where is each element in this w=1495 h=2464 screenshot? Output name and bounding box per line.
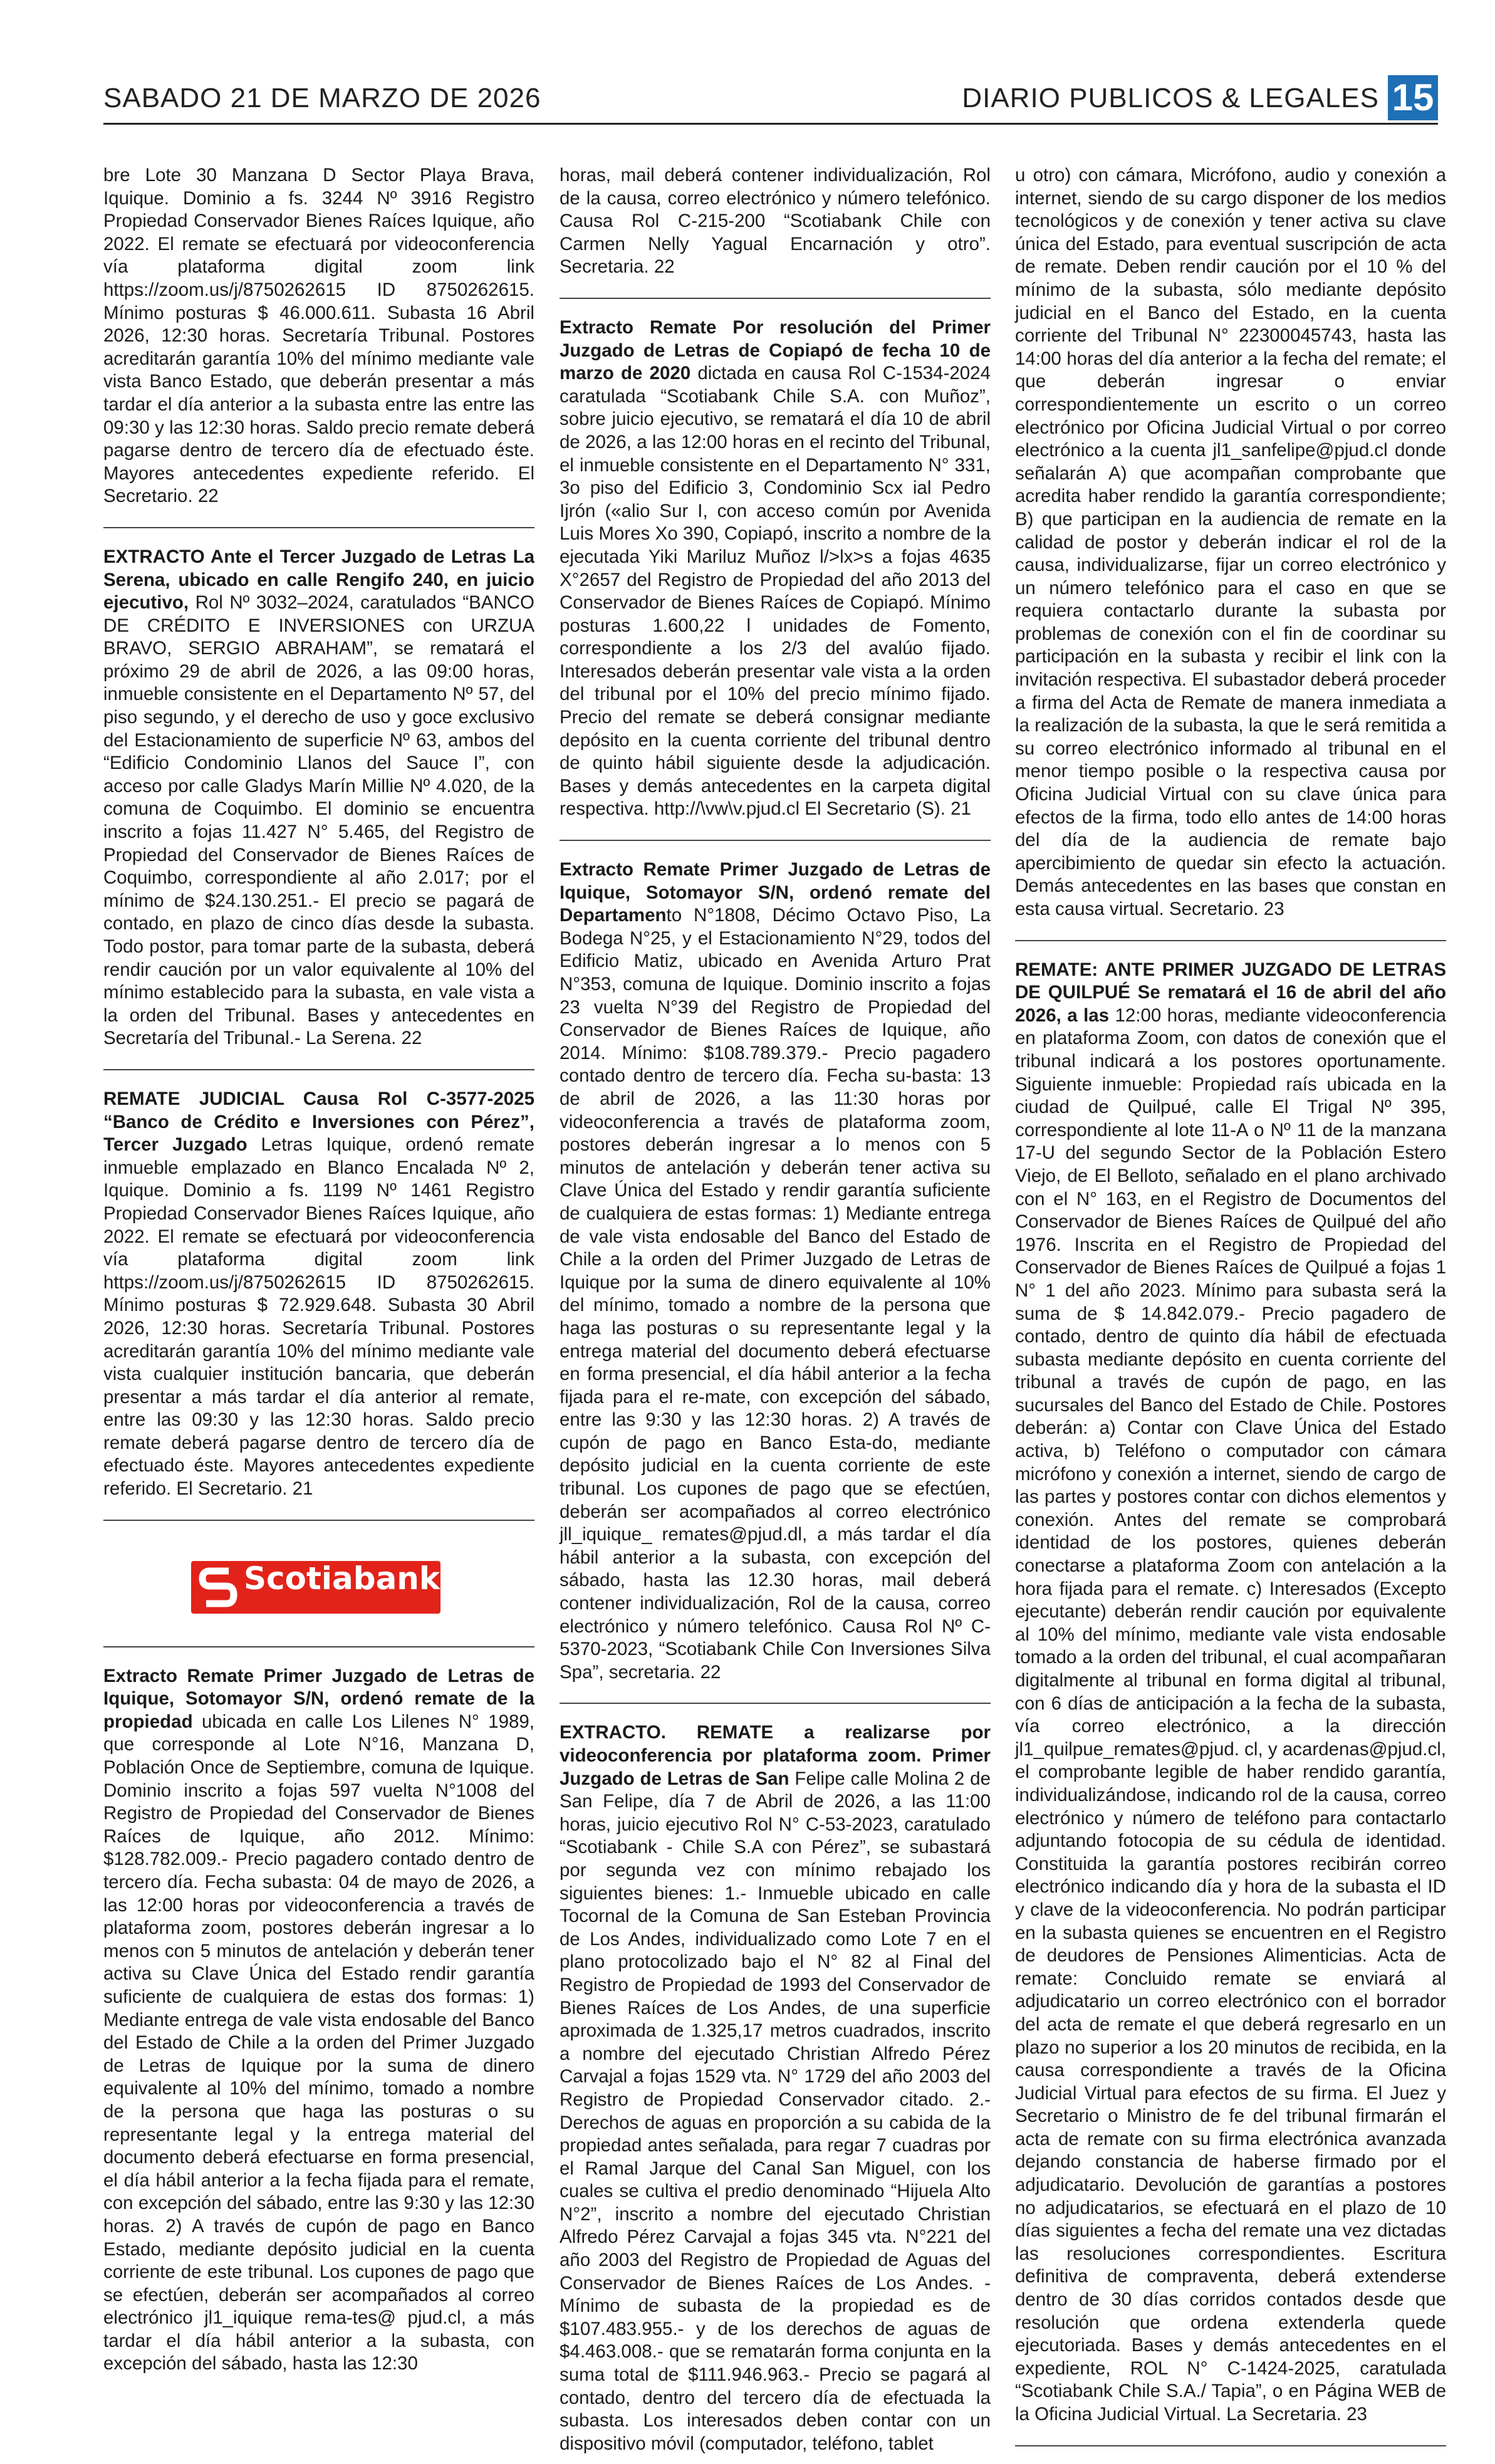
page-number: 15	[1388, 75, 1438, 120]
notice-body: ubicada en calle Los Lilenes N° 1989, que corresponde al Lote N°16, Manzana D, Población Once de Septiembre, comuna de Iquique. Dominio inscrito a fojas 597 vuelta N°1008 del Registro de Propiedad del Conservador de Bienes Raíces de Iquique, año 2012. Mínimo: $128.782.009.- Precio pagadero contado dentro de tercero día. Fecha subasta: 04 de mayo de 2026, a las 12:00 horas por videoconferencia a través de plataforma zoom, postores deberán ingresar a lo menos con 5 minutos de antelación y deberán tener activa su Clave Única del Estado rendir garantía suficiente de cualquiera de estas dos formas: 1) Mediante entrega de vale vista endosable del Banco del Estado de Chile a la orden del Primer Juzgado de Letras de Iquique por la suma de dinero equivalente al 10% del mínimo, tomado a nombre de la persona que haga las posturas o su representante legal y la entrega material del documento deberá efectuarse en forma presencial, el día hábil anterior a la fecha fijada para el remate, con excepción del sábado, entre las 9:30 y las 12:30 horas. 2) A través de cupón de pago en Banco Estado, mediante depósito judicial en la cuenta corriente de este tribunal. Los cupones de pago que se efectúen, deberán ser acompañados al correo electrónico jl1_iquique rema-tes@ pjud.cl, a más tardar el día hábil anterior a la subasta, con excepción del sábado, hasta las 12:30	[103, 1711, 534, 2374]
logo-wordmark: Scotiabank	[244, 1560, 440, 1597]
notice-lead: EXTRACTO Ante el Tercer Juzgado de Letras La Serena, ubicado en calle Rengifo 240, en juicio ejecutivo,	[103, 546, 534, 613]
notice-divider	[560, 298, 991, 299]
scotiabank-logo	[103, 1538, 534, 1632]
column-3	[1015, 164, 1446, 2464]
notice-body: dictada en causa Rol C-1534-2024 caratulada “Scotiabank Chile S.A. con Muñoz”, sobre juicio ejecutivo, se rematará el día 10 de abril de 2026, a las 12:00 horas en el recinto del Tribunal, el inmueble consistente en el Departamento N° 331, 3o piso del Edificio 3, Condominio Scx ial Pedro Ijrón («alio Sur I, con acceso común por Avenida Luis Mores Xo 390, Copiapó, inscrito a nombre de la ejecutada Yiki Mariluz Muñoz l/>lx>s a fojas 4635 X°2657 del Registro de Propiedad del año 2013 del Conservador de Bienes Raíces de Copiapó. Mínimo posturas 1.600,22 l unidades de Fomento, correspondiente a los 2/3 del avalúo fijado. Interesados deberán presentar vale vista a la orden del tribunal por el 10% del precio mínimo fijado. Precio del remate se deberá consignar mediante depósito en la cuenta corriente del tribunal dentro de quinto hábil siguiente desde la adjudicación. Bases y demás antecedentes en la carpeta digital respectiva. http://\vw\v.pjud.cl El Secretario (S). 21	[560, 363, 991, 820]
issue-date: SABADO 21 DE MARZO DE 2026	[103, 83, 541, 113]
notice-body: 12:00 horas, mediante videoconferencia en plataforma Zoom, con datos de conexión que el tribunal indicará a los postores oportunamente. Siguiente inmueble: Propiedad raís ubicada en la ciudad de Quilpué, calle El Trigal Nº 395, correspondiente al lote 11-A o Nº 11 de la manzana 17-U del segundo Sector de la Población Estero Viejo, de El Belloto, señalado en el plano archivado con el N° 163, en el Registro de Documentos del Conservador de Bienes Raíces de Quilpué del año 1976. Inscrita en el Registro de Propiedad del Conservador de Bienes Raíces de Quilpué a fojas 1 N° 1 del año 2023. Mínimo para subasta será la suma de $ 14.842.079.- Precio pagadero de contado, dentro de quinto día hábil de efectuada subasta mediante depósito en cuenta corriente del tribunal a través de cupón de pago, en las sucursales del Banco del Estado de Chile. Postores deberán: a) Contar con Clave Única del Estado activa, b) Teléfono o computador con cámara micrófono y conexión a internet, siendo de cargo de las partes y postores contar con dichos elementos y conexión. Antes del remate se comprobará identidad de los postores, quienes deberán conectarse a plataforma Zoom con antelación a la hora fijada para el remate. c) Interesados (Excepto ejecutante) deberán rendir caución por equivalente al 10% del mínimo, mediante vale vista endosable tomado a la orden del tribunal, el cual acompañaran digitalmente al tribunal en forma digital al tribunal, con 6 días de anticipación a la fecha de la subasta, vía correo electrónico, a la dirección jl1_quilpue_remates@pjud. cl, y acardenas@pjud.cl, el comprobante legible de haber rendido garantía, individualizándose, indicando rol de la causa, correo electrónico y número de teléfono para contactarlo adjuntando fotocopia de su cédula de identidad. Constituida la garantía postores recibirán correo electrónico indicando día y hora de la subasta el ID y clave de la videoconferencia. No podrán participar en la subasta quienes se encuentren en el Registro de deudores de Pensiones Alimenticias. Acta de remate: Concluido remate se enviará al adjudicatario un correo electrónico con el borrador del acta de remate el que deberá regresarlo en un plazo no superior a los 20 minutos de recibida, en la causa correspondiente a través de la Oficina Judicial Virtual para efectos de su firma. El Juez y Secretario o Ministro de fe del tribunal firmarán el acta de remate con su firma electrónica avanzada dejando constancia de haberse firmado por el adjudicatario. Devolución de garantías a postores no adjudicatarios, se efectuará en el plazo de 10 días siguientes a fecha del remate una vez dictadas las resoluciones correspondientes. Escritura definitiva de compraventa, deberá extenderse dentro de 30 días corridos contados desde que resolución que ordena extenderla quede ejecutoriada. Bases y demás antecedentes en el expediente, ROL N° C-1424-2025, caratulada “Scotiabank Chile S.A./ Tapia”, o en Página WEB de la Oficina Judicial Virtual. La Secretaria. 23	[1015, 1005, 1446, 2425]
notice-2-1	[560, 164, 991, 279]
notice-1-3	[103, 1088, 534, 1501]
notice-lead: REMATE: ANTE PRIMER JUZGADO DE LETRAS DE QUILPUÉ Se rematará el 16 de abril del año 2026, a las	[1015, 959, 1446, 1026]
notice-body: Felipe calle Molina 2 de San Felipe, día 7 de Abril de 2026, a las 11:00 horas, juicio ejecutivo Rol N° C-53-2023, caratulado “Scotiabank - Chile S.A con Pérez”, se subastará por segunda vez con mínimo rebajado los siguientes bienes: 1.- Inmueble ubicado en calle Tocornal de la Comuna de San Esteban Provincia de Los Andes, individualizado como Lote 7 en el plano protocolizado bajo el N° 82 al Final del Registro de Propiedad de 1993 del Conservador de Bienes Raíces de Los Andes, de una superficie aproximada de 1.325,17 metros cuadrados, inscrito a nombre del ejecutado Christian Alfredo Pérez Carvajal a fojas 1529 vta. N° 1729 del año 2003 del Registro de Propiedad Conservador citado. 2.- Derechos de aguas en proporción a su cabida de la propiedad antes señalada, para regar 7 cuadras por el Ramal Jarque del Canal San Miguel, con los cuales se cultiva el predio denominado “Hijuela Alto N°2”, inscrito a nombre del ejecutado Christian Alfredo Pérez Carvajal a fojas 345 vta. N°221 del año 2003 del Registro de Propiedad de Aguas del Conservador de Bienes Raíces de Los Andes. - Mínimo de subasta de la propiedad es de $107.483.955.- y de los derechos de aguas de $4.463.008.- que se rematarán forma conjunta en la suma total de $111.946.963.- Precio se pagará al contado, dentro del tercero día de efectuada la subasta. Los interesados deben contar con un dispositivo móvil (computador, teléfono, tablet	[560, 1768, 991, 2454]
notice-divider	[103, 1069, 534, 1070]
notice-divider	[103, 1520, 534, 1521]
notice-2-4	[560, 1721, 991, 2455]
notice-divider	[1015, 2445, 1446, 2446]
publication-title: DIARIO PUBLICOS & LEGALES	[962, 83, 1379, 113]
notice-divider	[560, 1703, 991, 1704]
notice-lead: REMATE JUDICIAL Causa Rol C-3577-2025 “Banco de Crédito e Inversiones con Pérez”, Tercer Juzgado	[103, 1088, 534, 1156]
notice-1-2	[103, 546, 534, 1050]
notice-lead: Extracto Remate Primer Juzgado de Letras de Iquique, Sotomayor S/N, ordenó remate de la propiedad	[103, 1665, 534, 1732]
notice-lead: EXTRACTO. REMATE a realizarse por videoconferencia por plataforma zoom. Primer Juzgado de Letras de San	[560, 1722, 991, 1789]
notice-divider	[1015, 940, 1446, 941]
notice-body: Letras Iquique, ordenó remate inmueble emplazado en Blanco Encalada Nº 2, Iquique. Dominio a fs. 1199 Nº 1461 Registro Propiedad Conservador Bienes Raíces Iquique, año 2022. El remate se efectuará por videoconferencia vía plataforma digital zoom link https://zoom.us/j/8750262615 ID 8750262615. Mínimo posturas $ 72.929.648. Subasta 30 Abril 2026, 12:30 horas. Secretaría Tribunal. Postores acreditarán garantía 10% del mínimo mediante vale vista cualquier institución bancaria, que deberán presentar a más tardar el día anterior al remate, entre las 09:30 y las 12:30 horas. Saldo precio remate deberá pagarse dentro de tercero día de efectuado éste. Mayores antecedentes expediente referido. El Secretario. 21	[103, 1134, 534, 1500]
notice-divider	[560, 840, 991, 841]
notice-body: u otro) con cámara, Micrófono, audio y conexión a internet, siendo de su cargo disponer de los medios tecnológicos y de conexión y tener activa su clave única del Estado, para eventual suscripción de acta de remate. Deben rendir caución por el 10 % del mínimo de la subasta, sólo mediante depósito judicial en el Banco del Estado, en la cuenta corriente del Tribunal N° 22300045743, hasta las 14:00 horas del día anterior a la fecha del remate; el que deberán ingresar o enviar correspondientemente un escrito o un correo electrónico por Oficina Judicial Virtual o por correo electrónico a la cuenta jl1_sanfelipe@pjud.cl donde señalarán A) que acompañan comprobante que acredita haber rendido la garantía correspondiente; B) que participan en la audiencia de remate en la calidad de postor y deberán indicar el rol de la causa, individualizarse, fijar un correo electrónico y un número telefónico para el caso en que se requiera contactarlo durante la subasta por problemas de conexión con el fin de coordinar su participación en la subasta y recibir el link con la invitación respectiva. El subastador deberá proceder a firma del Acta de Remate de manera inmediata a la realización de la subasta, la que le será remitida a su correo electrónico informado al tribunal en el menor tiempo posible o la respectiva causa por Oficina Judicial Virtual con su clave única para efectos de la firma, todo ello antes de 14:00 horas del día de la audiencia de remate bajo apercibimiento de quedar sin efecto la actuación. Demás antecedentes en las bases que constan en esta causa virtual. Secretario. 23	[1015, 165, 1446, 919]
notice-3-1	[1015, 164, 1446, 921]
header-rule	[103, 123, 1438, 125]
notice-lead: Extracto Remate Primer Juzgado de Letras de Iquique, Sotomayor S/N, ordenó remate del Departamen	[560, 859, 991, 926]
notice-2-2	[560, 316, 991, 821]
column-2	[560, 164, 991, 2455]
scotiabank-s-icon	[197, 1566, 239, 1609]
notice-body: bre Lote 30 Manzana D Sector Playa Brava, Iquique. Dominio a fs. 3244 Nº 3916 Registro Propiedad Conservador Bienes Raíces Iquique, año 2022. El remate se efectuará por videoconferencia vía plataforma digital zoom link https://zoom.us/j/8750262615 ID 8750262615. Mínimo posturas $ 46.000.611. Subasta 16 Abril 2026, 12:30 horas. Secretaría Tribunal. Postores acreditarán garantía 10% del mínimo mediante vale vista Banco Estado, que deberán presentar a más tardar el día anterior a la subasta entre las entre las 09:30 y las 12:30 horas. Saldo precio remate deberá pagarse dentro de tercero día de efectuado éste. Mayores antecedentes expediente referido. El Secretario. 22	[103, 165, 534, 507]
notice-lead: Extracto Remate Por resolución del Primer Juzgado de Letras de Copiapó de fecha 10 de marzo de 2020	[560, 316, 991, 384]
column-1	[103, 164, 534, 2376]
notice-3-2	[1015, 959, 1446, 2426]
notice-body: horas, mail deberá contener individualización, Rol de la causa, correo electrónico y número telefónico. Causa Rol C-215-200 “Scotiabank Chile con Carmen Nelly Yagual Encarnación y otro”. Secretaria. 22	[560, 165, 991, 278]
page-header	[103, 74, 1438, 129]
logo-badge	[191, 1561, 440, 1614]
notice-2-3	[560, 859, 991, 1684]
notice-divider	[103, 1646, 534, 1647]
notice-divider	[103, 527, 534, 528]
notice-1-1	[103, 164, 534, 508]
notice-body: to N°1808, Décimo Octavo Piso, La Bodega N°25, y el Estacionamiento N°29, todos del Edificio Matiz, ubicado en Avenida Arturo Prat N°353, comuna de Iquique. Dominio inscrito a fojas 23 vuelta N°39 del Registro de Propiedad del Conservador de Bienes Raíces de Iquique, año 2014. Mínimo: $108.789.379.- Precio pagadero contado dentro de tercero día. Fecha su-basta: 13 de abril de 2026, a las 11:30 horas por videoconferencia a través de plataforma zoom, postores deberán ingresar a lo menos con 5 minutos de antelación y deberán tener activa su Clave Única del Estado y rendir garantía suficiente de cualquiera de estas formas: 1) Mediante entrega de vale vista endosable del Banco del Estado de Chile a la orden del Primer Juzgado de Letras de Iquique por la suma de dinero equivalente al 10% del mínimo, tomado a nombre de la persona que haga las posturas o su representante legal y la entrega material del documento deberá efectuarse en forma presencial, el día hábil anterior a la fecha fijada para el re-mate, con excepción del sábado, entre las 9:30 y las 12:30 horas. 2) A través de cupón de pago en Banco Esta-do, mediante depósito judicial en la cuenta corriente de este tribunal. Los cupones de pago que se efectúen, deberán ser acompañados al correo electrónico jll_iquique_ remates@pjud.dl, a más tardar el día hábil anterior a la subasta, con excepción del sábado, hasta las 12.30 horas, mail deberá contener individualización, Rol de la causa, correo electrónico y número telefónico. Causa Rol Nº C-5370-2023, “Scotiabank Chile Con Inversiones Silva Spa”, secretaria. 22	[560, 905, 991, 1683]
notice-1-4	[103, 1665, 534, 2376]
notice-body: Rol Nº 3032–2024, caratulados “BANCO DE CRÉDITO E INVERSIONES con URZUA BRAVO, SERGIO ABRAHAM”, se rematará el próximo 29 de abril de 2026, a las 09:00 horas, inmueble consistente en el Departamento Nº 57, del piso segundo, y el derecho de uso y goce exclusivo del Estacionamiento de superficie Nº 63, ambos del “Edificio Condominio Llanos del Sauce I”, con acceso por calle Gladys Marín Millie Nº 4.020, de la comuna de Coquimbo. El dominio se encuentra inscrito a fojas 11.427 N° 5.465, del Registro de Propiedad del Conservador de Bienes Raíces de Coquimbo, correspondiente al año 2.017; por el mínimo de $24.130.251.- El precio se pagará de contado, en plazo de cinco días desde la subasta. Todo postor, para tomar parte de la subasta, deberá rendir caución por un valor equivalente al 10% del mínimo establecido para la subasta, en vale vista a la orden del Tribunal. Bases y antecedentes en Secretaría del Tribunal.- La Serena. 22	[103, 592, 534, 1049]
